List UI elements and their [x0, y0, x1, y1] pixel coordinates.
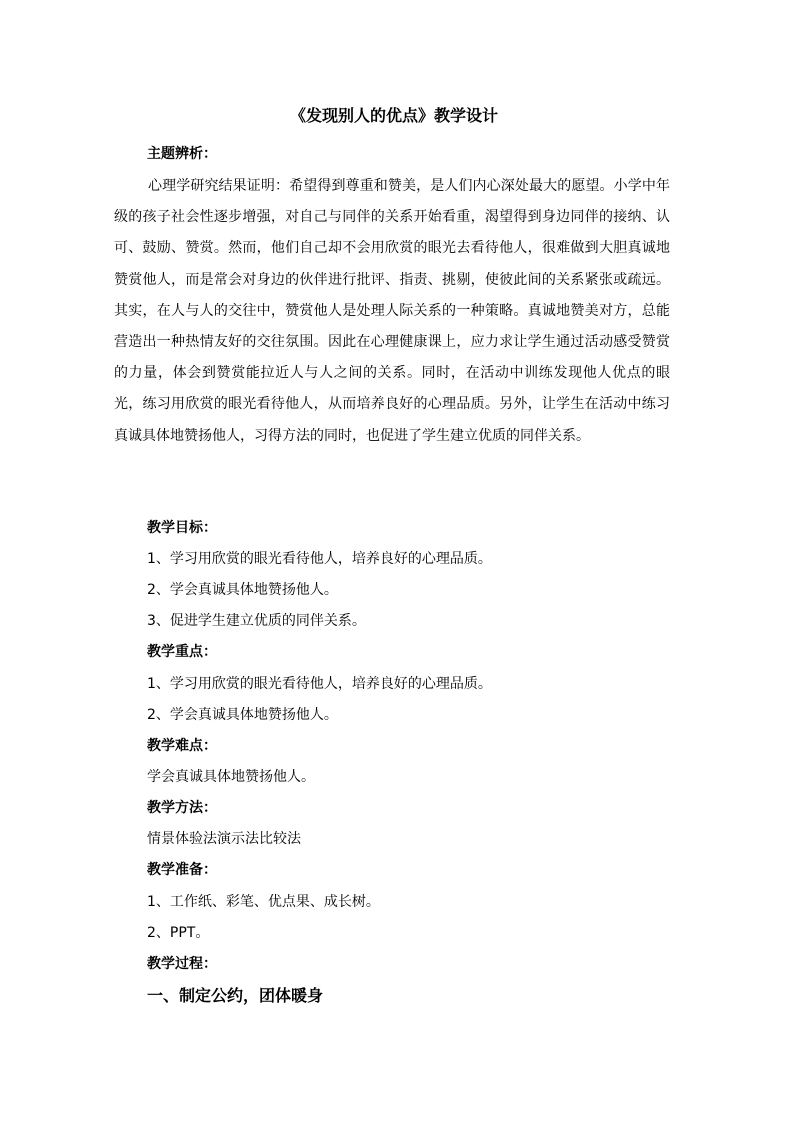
methods-heading: 教学方法：: [147, 800, 217, 816]
analysis-heading: 主题辨析：: [147, 146, 217, 162]
process-heading: 教学过程：: [147, 956, 217, 972]
difficulty-text: 学会真诚具体地赞扬他人。: [147, 769, 315, 785]
preparation-item-1: 1、工作纸、彩笔、优点果、成长树。: [147, 894, 380, 910]
goals-item-1: 1、学习用欣赏的眼光看待他人，培养良好的心理品质。: [147, 551, 492, 567]
goals-item-2: 2、学会真诚具体地赞扬他人。: [147, 582, 338, 598]
difficulty-heading: 教学难点：: [147, 738, 217, 754]
process-section-1-title: 一、制定公约，团体暖身: [147, 986, 324, 1005]
preparation-item-2: 2、PPT。: [147, 925, 210, 941]
key-points-item-2: 2、学会真诚具体地赞扬他人。: [147, 707, 338, 723]
goals-heading: 教学目标：: [147, 520, 217, 536]
key-points-heading: 教学重点：: [147, 644, 217, 660]
preparation-heading: 教学准备：: [147, 862, 217, 878]
analysis-paragraph: 心理学研究结果证明：希望得到尊重和赞美，是人们内心深处最大的愿望。小学中年级的孩子社会性逐步增强，对自己与同伴的关系开始看重，渴望得到身边同伴的接纳、认可、鼓励、赞赏。然而，他们自己却不会用欣赏的眼光去看待他人，很难做到大胆真诚地赞赏他人，而是常会对身边的伙伴进行批评、指责、挑剔，使彼此间的关系紧张或疏远。其实，在人与人的交往中，赞赏他人是处理人际关系的一种策略。真诚地赞美对方，总能营造出一种热情友好的交往氛围。因此在心理健康课上，应力求让学生通过活动感受赞赏的力量，体会到赞赏能拉近人与人之间的关系。同时，在活动中训练发现他人优点的眼光，练习用欣赏的眼光看待他人，从而培养良好的心理品质。另外，让学生在活动中练习真诚具体地赞扬他人，习得方法的同时，也促进了学生建立优质的同伴关系。: [114, 178, 670, 444]
methods-text: 情景体验法演示法比较法: [147, 831, 301, 847]
document-title: 《发现别人的优点》教学设计: [289, 106, 498, 125]
goals-item-3: 3、促进学生建立优质的同伴关系。: [147, 613, 366, 629]
key-points-item-1: 1、学习用欣赏的眼光看待他人，培养良好的心理品质。: [147, 676, 492, 692]
